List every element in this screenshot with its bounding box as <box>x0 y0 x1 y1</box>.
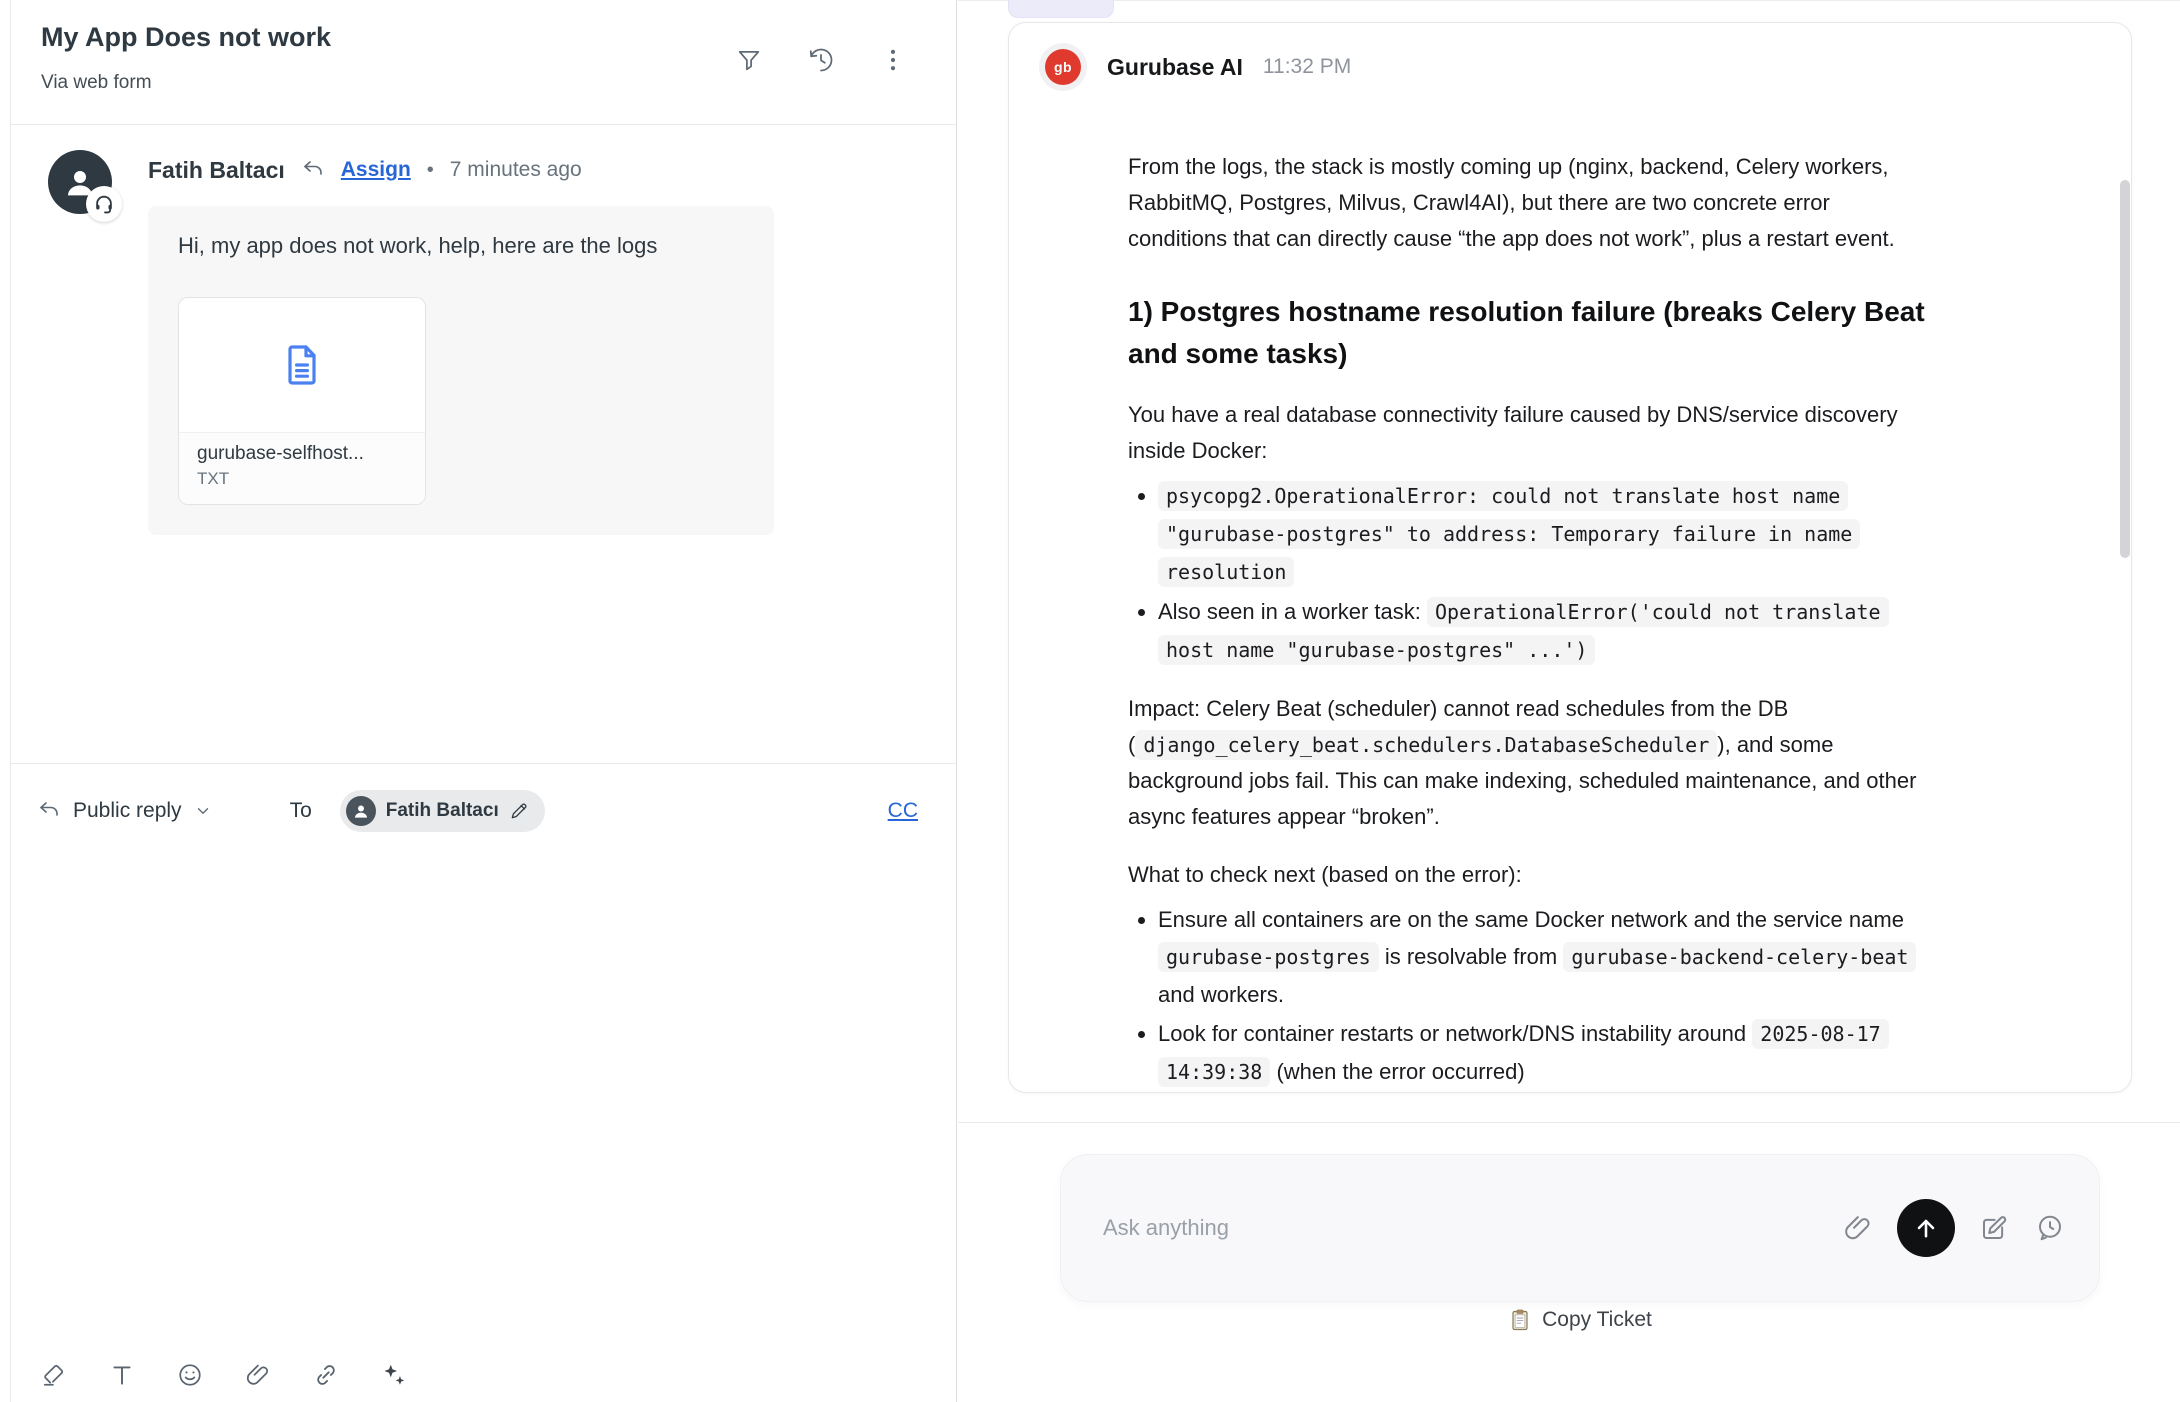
check-list <box>1128 901 1928 1091</box>
headset-icon <box>86 186 122 222</box>
ask-anything-input[interactable] <box>1103 1215 1841 1241</box>
ai-assistant-panel <box>958 0 2180 1402</box>
eraser-icon[interactable] <box>39 1360 69 1390</box>
ai-name: Gurubase AI <box>1107 53 1243 80</box>
link-icon[interactable] <box>311 1360 341 1390</box>
chevron-down-icon <box>194 802 212 820</box>
paragraph-cause: You have a real database connectivity failure caused by DNS/service discovery inside Docker: <box>1128 402 1898 463</box>
recipient-chip[interactable] <box>340 790 545 832</box>
compose-edit-icon[interactable] <box>1977 1211 2011 1245</box>
customer-avatar <box>48 150 112 214</box>
ticket-header <box>11 0 956 125</box>
reply-section <box>11 763 956 832</box>
clipboard-icon <box>1508 1308 1532 1332</box>
ai-answer-body <box>1128 149 1928 1091</box>
error-list <box>1128 477 1928 669</box>
kebab-menu-icon[interactable] <box>877 44 909 76</box>
copy-ticket-label: Copy Ticket <box>1542 1308 1652 1331</box>
composer-divider <box>958 1122 2180 1123</box>
reply-arrow-icon <box>301 158 325 182</box>
ticket-panel <box>10 0 957 1402</box>
emoji-icon[interactable] <box>175 1360 205 1390</box>
ticket-title: My App Does not work <box>41 22 332 52</box>
section-heading: 1) Postgres hostname resolution failure (breaks Celery Beat and some tasks) <box>1128 296 1925 369</box>
message-content <box>148 150 924 535</box>
message-head <box>148 150 924 190</box>
assign-link[interactable]: Assign <box>340 158 411 181</box>
previous-message-remnant <box>1008 0 1114 18</box>
send-button[interactable] <box>1897 1199 1955 1257</box>
attachment-card[interactable] <box>178 297 426 505</box>
gurubase-avatar <box>1039 43 1087 91</box>
paragraph-impact: Impact: Celery Beat (scheduler) cannot read schedules from the DB ( django_celery_beat.schedulers.DatabaseScheduler ), and some background jobs fail. This can make indexing, scheduled maintenance, and other async features appear “broken”. <box>1128 696 1917 829</box>
attachment-filetype: TXT <box>197 469 230 488</box>
edit-pencil-icon[interactable] <box>509 801 529 821</box>
reply-arrow-icon <box>37 799 61 823</box>
customer-message <box>48 150 924 535</box>
scrollbar-thumb[interactable] <box>2120 180 2130 558</box>
arrow-up-icon <box>1912 1214 1940 1242</box>
separator-dot: • <box>426 158 434 181</box>
text-format-icon[interactable] <box>107 1360 137 1390</box>
paragraph-check-next: What to check next (based on the error): <box>1128 862 1522 887</box>
composer-actions <box>1841 1199 2067 1257</box>
list-item: • Look for container restarts or network/DNS instability around 2025-08-17 14:39:38 (when the error occurred) <box>1158 1015 1928 1091</box>
paperclip-icon[interactable] <box>243 1360 273 1390</box>
reply-mode-label: Public reply <box>73 799 182 822</box>
reply-mode-dropdown[interactable] <box>37 799 212 823</box>
list-item: • Ensure all containers are on the same Docker network and the service name gurubase-postgres is resolvable from gurubase-backend-celery-beat and workers. <box>1158 901 1928 1013</box>
editor-toolbar <box>39 1360 409 1390</box>
attachment-meta <box>179 432 425 505</box>
ticket-channel: Via web form <box>41 72 152 93</box>
list-item: • Also seen in a worker task: OperationalError('could not translate host name "gurubase-postgres" ...') <box>1158 593 1928 669</box>
reply-row <box>11 764 956 832</box>
list-item: • psycopg2.OperationalError: could not translate host name "gurubase-postgres" to address: Temporary failure in name resolution <box>1158 477 1928 591</box>
paragraph-intro: From the logs, the stack is mostly coming up (nginx, backend, Celery workers, RabbitMQ, Postgres, Milvus, Crawl4AI), but there are two concrete error conditions that can directly cause “the app does not work”, plus a restart event. <box>1128 154 1895 251</box>
attach-file-icon[interactable] <box>1841 1211 1875 1245</box>
gurubase-logo-icon: gb <box>1045 49 1081 85</box>
recipient-name: Fatih Baltacı <box>385 800 499 821</box>
ai-answer-card <box>1008 22 2132 1093</box>
ai-timestamp: 11:32 PM <box>1262 55 1352 78</box>
ai-sparkles-icon[interactable] <box>379 1360 409 1390</box>
message-bubble <box>148 206 774 535</box>
ai-answer-header <box>1039 43 1351 91</box>
to-label: To <box>289 799 312 822</box>
ask-anything-composer <box>1060 1154 2100 1302</box>
cc-link[interactable]: CC <box>887 799 918 822</box>
message-author: Fatih Baltacı <box>148 156 285 183</box>
message-text: Hi, my app does not work, help, here are the logs <box>178 233 658 258</box>
attachment-filename: gurubase-selfhost... <box>197 443 364 464</box>
filter-icon[interactable] <box>733 44 765 76</box>
document-icon <box>179 298 425 432</box>
message-timestamp: 7 minutes ago <box>449 158 582 181</box>
panel-top-divider <box>958 0 2180 1</box>
chat-history-icon[interactable] <box>2033 1211 2067 1245</box>
person-icon <box>346 796 376 826</box>
ticket-header-actions <box>733 44 909 76</box>
history-icon[interactable] <box>805 44 837 76</box>
copy-ticket-button[interactable] <box>1060 1308 2100 1332</box>
